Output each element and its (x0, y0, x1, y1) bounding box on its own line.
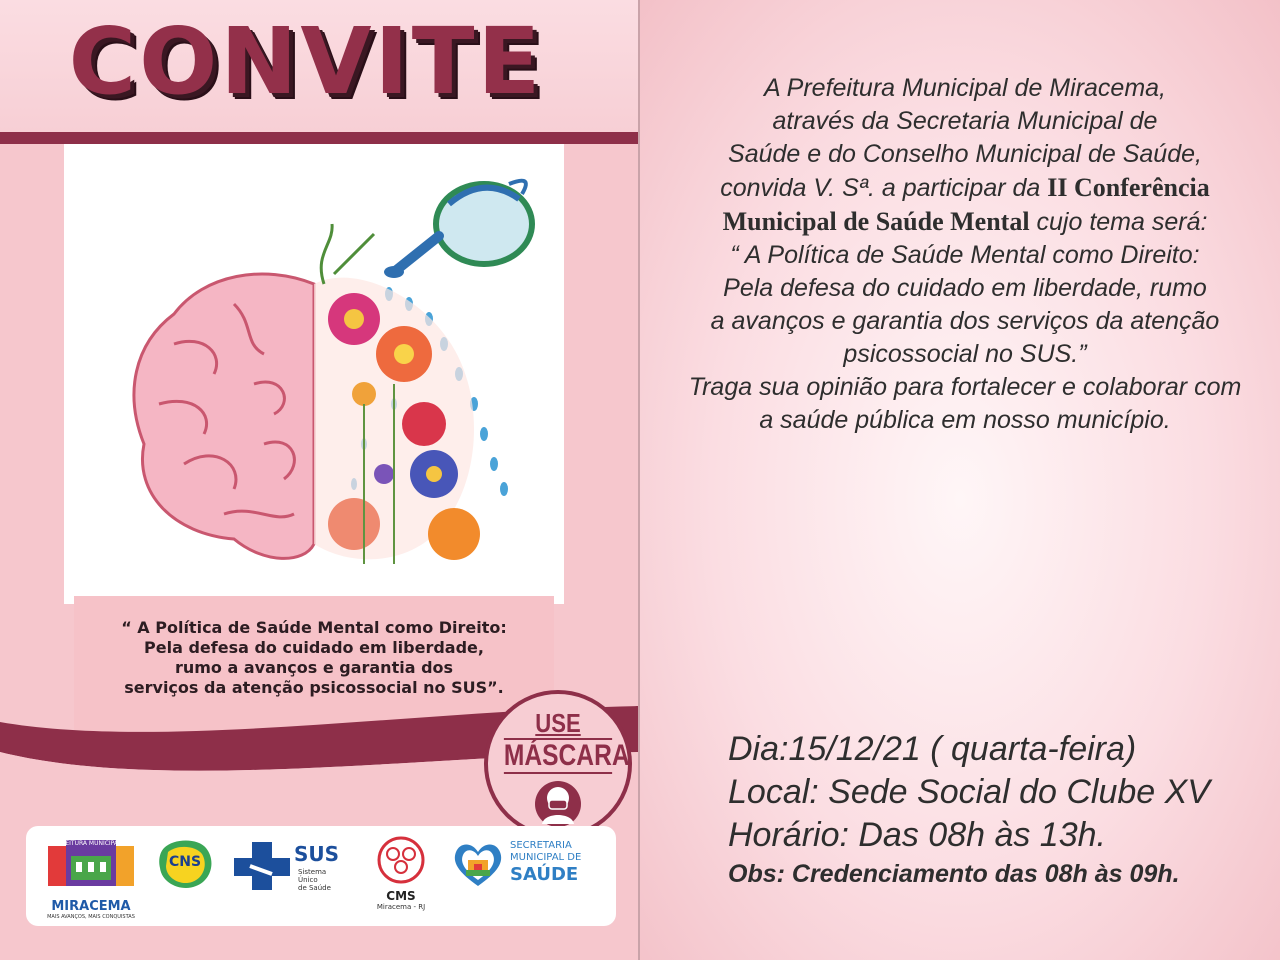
secretaria-logo-name: SAÚDE (510, 864, 579, 885)
theme-quote (74, 618, 554, 698)
invitation-line: Traga sua opinião para fortalecer e colaborar com (688, 373, 1242, 401)
theme-quote-line: rumo a avanços e garantia dos (174, 658, 454, 677)
cms-logo-subtitle: Miracema - RJ (376, 903, 426, 911)
cms-emblem-icon (366, 836, 436, 884)
use-mask-badge (484, 690, 632, 838)
cns-logo (154, 836, 216, 897)
event-date: Dia:15/12/21 ( quarta-feira) (728, 730, 1137, 768)
secretaria-logo-text (510, 840, 581, 886)
invitation-line: a saúde pública em nosso município. (759, 406, 1171, 434)
sus-logo-name: SUS (294, 842, 340, 866)
miracema-logo-tagline: MAIS AVANÇOS, MAIS CONQUISTAS (47, 914, 135, 920)
sus-logo (232, 836, 352, 899)
mask-label: MÁSCARA (503, 739, 630, 772)
conference-name-part1: II Conferência (1047, 173, 1210, 202)
invitation-line: através da Secretaria Municipal de (772, 107, 1158, 135)
sus-logo-subtitle (298, 868, 331, 892)
brain-flowers-illustration (64, 144, 564, 604)
invitation-text-span: cujo tema será: (1029, 208, 1208, 236)
cns-logo-name: CNS (168, 854, 202, 870)
brain-left-hemisphere (134, 274, 314, 558)
partner-logos-strip (26, 826, 616, 926)
sus-subtitle-line: Sistema (298, 868, 327, 876)
secretaria-logo-line: MUNICIPAL DE (510, 852, 582, 863)
watering-can-icon (384, 181, 532, 278)
page-title: CONVITE (68, 8, 544, 115)
secretaria-logo-line: SECRETARIA (510, 840, 572, 851)
sus-subtitle-line: de Saúde (298, 884, 331, 892)
title-divider (0, 132, 640, 144)
miracema-logo-name: MIRACEMA (51, 899, 131, 914)
invitation-text-span: convida V. Sª. a participar da (720, 174, 1048, 202)
miracema-logo (46, 836, 136, 920)
conference-name-part2: Municipal de Saúde Mental (722, 207, 1030, 236)
invitation-line: “ A Política de Saúde Mental como Direito: (730, 241, 1200, 269)
invitation-line: Pela defesa do cuidado em liberdade, rumo (723, 274, 1207, 302)
face-mask-icon (534, 780, 582, 828)
theme-quote-line: serviços da atenção psicossocial no SUS”. (124, 678, 504, 697)
invitation-line: Saúde e do Conselho Municipal de Saúde, (728, 140, 1202, 168)
event-observation: Obs: Credenciamento das 08h às 09h. (728, 860, 1180, 888)
sus-cross-icon (232, 836, 292, 894)
invitation-line (680, 205, 1250, 239)
sus-subtitle-line: Único (298, 876, 318, 884)
invitation-line: psicossocial no SUS.” (843, 340, 1087, 368)
theme-quote-line: “ A Política de Saúde Mental como Direito: (121, 618, 507, 637)
event-time: Horário: Das 08h às 13h. (728, 816, 1106, 854)
invitation-line (680, 171, 1250, 205)
invitation-body (680, 72, 1250, 437)
invitation-line: A Prefeitura Municipal de Miracema, (763, 74, 1166, 102)
miracema-logo-top: PREFEITURA MUNICIPAL DE (50, 840, 132, 847)
heart-house-icon (450, 836, 506, 892)
cms-logo (366, 836, 436, 911)
theme-quote-line: Pela defesa do cuidado em liberdade, (144, 638, 484, 657)
invitation-line: a avanços e garantia dos serviços da atenção (710, 307, 1220, 335)
invitation-text-panel (640, 0, 1280, 960)
event-location: Local: Sede Social do Clube XV (728, 773, 1210, 811)
title-band (0, 0, 640, 132)
secretaria-saude-logo (450, 836, 610, 897)
cms-logo-name: CMS (386, 889, 416, 903)
event-details (728, 728, 1210, 891)
use-mask-label: USE (535, 708, 581, 738)
